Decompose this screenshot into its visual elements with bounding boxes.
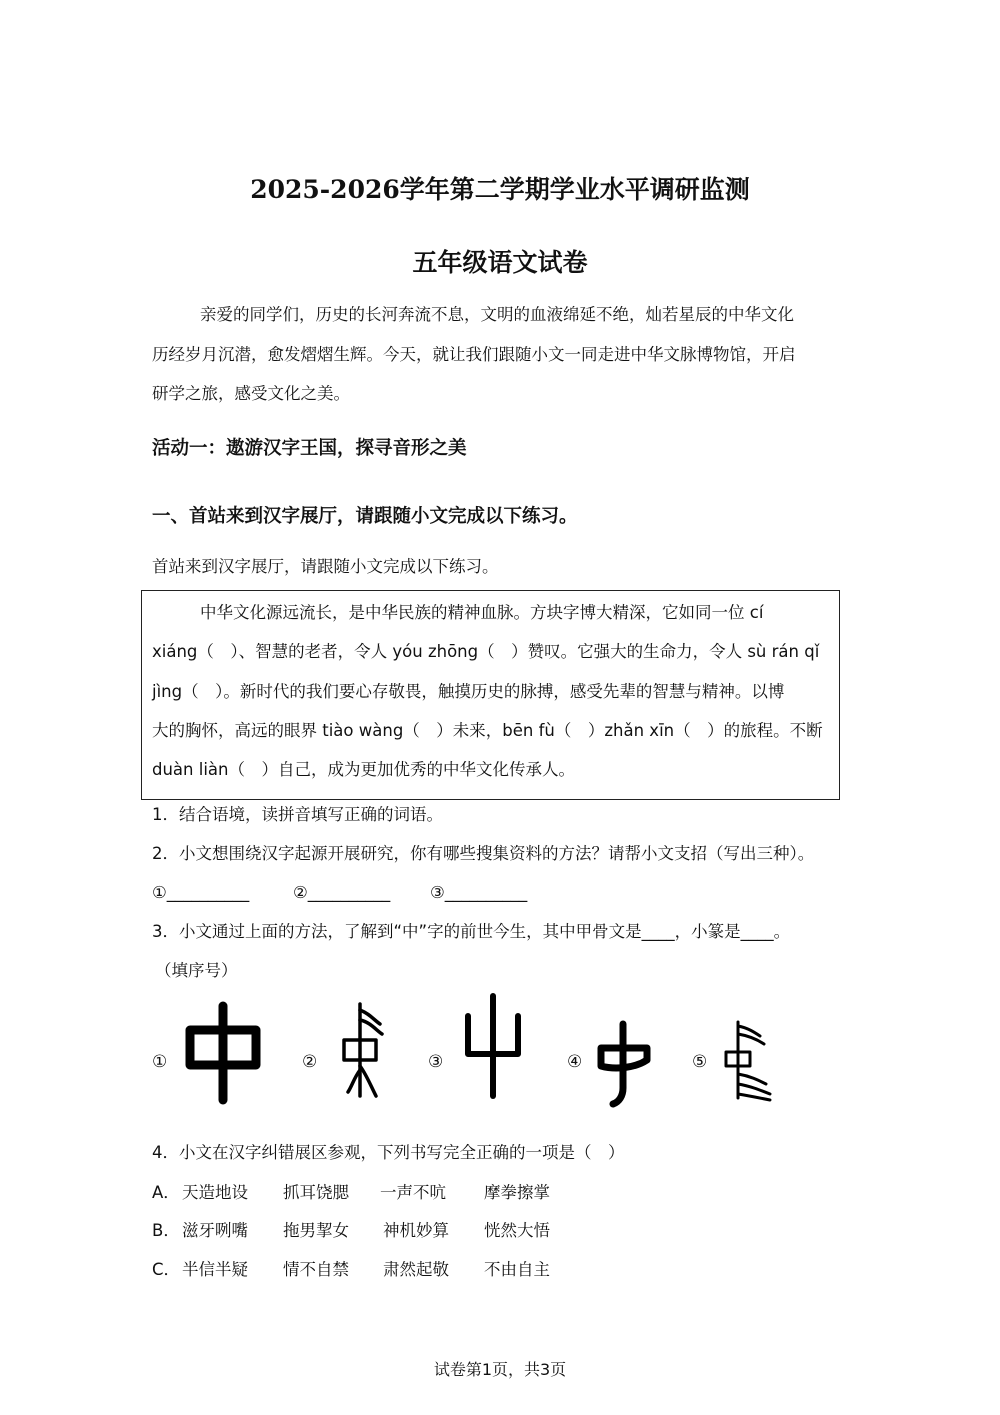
- question-3-note: （填序号）: [155, 961, 238, 980]
- passage-line-3: jìng（ ）。新时代的我们要心存敬畏，触摸历史的脉搏，感受先辈的智慧与精神。以博: [152, 682, 785, 701]
- option-c-word-3: 肃然起敬: [383, 1260, 449, 1279]
- question-3: 3．小文通过上面的方法，了解到“中”字的前世今生，其中甲骨文是____，小篆是____。: [152, 922, 791, 941]
- zhong-glyph-2-image: [330, 1000, 400, 1105]
- exam-title: 2025-2026学年第二学期学业水平调研监测: [250, 175, 750, 204]
- answer-blank-2[interactable]: ②__________: [293, 883, 391, 902]
- option-b-letter[interactable]: B．: [152, 1221, 180, 1240]
- passage-line-4: 大的胸怀，高远的眼界 tiào wàng（ ）未来，bēn fù（ ）zhǎn xīn（ ）的旅程。不断: [152, 721, 823, 740]
- option-c-word-2: 情不自禁: [283, 1260, 349, 1279]
- glyph-label-1: ①: [152, 1052, 168, 1071]
- passage-line-5: duàn liàn（ ）自己，成为更加优秀的中华文化传承人。: [152, 760, 575, 779]
- glyph-label-4: ④: [567, 1052, 583, 1071]
- zhong-glyph-5-image: [720, 1018, 780, 1103]
- glyph-label-5: ⑤: [692, 1052, 708, 1071]
- glyph-label-3: ③: [428, 1052, 444, 1071]
- exam-subtitle: 五年级语文试卷: [412, 248, 588, 277]
- section-heading: 一、首站来到汉字展厅，请跟随小文完成以下练习。: [152, 506, 578, 527]
- passage-line-2: xiáng（ ）、智慧的老者，令人 yóu zhōng（ ）赞叹。它强大的生命力，令人 sù rán qǐ: [152, 642, 820, 661]
- option-a-word-2: 抓耳饶腮: [283, 1183, 349, 1202]
- question-2: 2．小文想围绕汉字起源开展研究，你有哪些搜集资料的方法？请帮小文支招（写出三种）。: [152, 844, 815, 863]
- option-b-word-4: 恍然大悟: [484, 1221, 550, 1240]
- question-4: 4．小文在汉字纠错展区参观，下列书写完全正确的一项是（ ）: [152, 1143, 625, 1162]
- answer-blank-1[interactable]: ①__________: [152, 883, 250, 902]
- intro-line-1: 亲爱的同学们，历史的长河奔流不息，文明的血液绵延不绝，灿若星辰的中华文化: [200, 305, 794, 324]
- passage-line-1: 中华文化源远流长，是中华民族的精神血脉。方块字博大精深，它如同一位 cí: [200, 603, 764, 622]
- option-a-word-3: 一声不吭: [380, 1183, 446, 1202]
- intro-line-2: 历经岁月沉潜，愈发熠熠生辉。今天，就让我们跟随小文一同走进中华文脉博物馆，开启: [152, 345, 796, 364]
- option-c-letter[interactable]: C．: [152, 1260, 181, 1279]
- option-c-word-1: 半信半疑: [182, 1260, 248, 1279]
- section-subheading: 首站来到汉字展厅，请跟随小文完成以下练习。: [152, 557, 499, 576]
- option-b-word-1: 滋牙咧嘴: [182, 1221, 248, 1240]
- intro-line-3: 研学之旅，感受文化之美。: [152, 384, 350, 403]
- activity-heading: 活动一：遨游汉字王国，探寻音形之美: [152, 438, 467, 459]
- answer-blank-3[interactable]: ③__________: [430, 883, 528, 902]
- option-b-word-3: 神机妙算: [383, 1221, 449, 1240]
- glyph-label-2: ②: [302, 1052, 318, 1071]
- zhong-glyph-1-image: [178, 1000, 268, 1110]
- option-a-word-1: 天造地设: [182, 1183, 248, 1202]
- option-b-word-2: 拖男挈女: [283, 1221, 349, 1240]
- question-1: 1．结合语境，读拼音填写正确的词语。: [152, 805, 443, 824]
- zhong-glyph-4-image: [595, 1018, 655, 1108]
- option-a-letter[interactable]: A．: [152, 1183, 180, 1202]
- page-footer: 试卷第1页，共3页: [433, 1360, 567, 1379]
- zhong-glyph-3-image: [458, 992, 528, 1102]
- option-a-word-4: 摩拳擦掌: [484, 1183, 550, 1202]
- option-c-word-4: 不由自主: [484, 1260, 550, 1279]
